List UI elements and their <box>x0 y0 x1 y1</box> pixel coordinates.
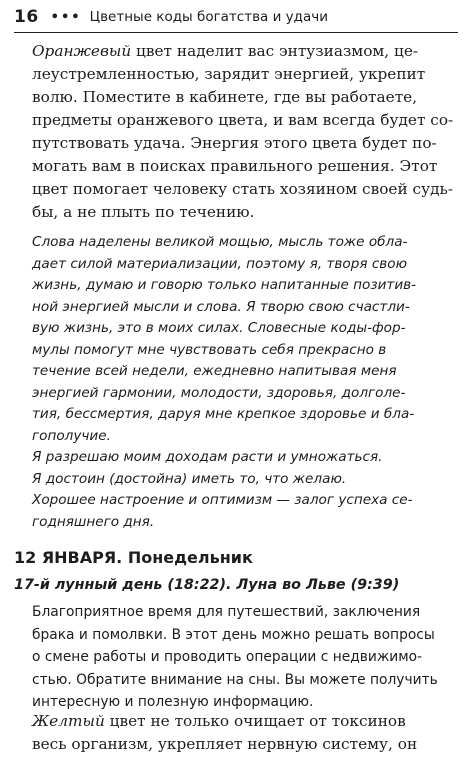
text-line: весь организм, укрепляет нервную систему, он <box>32 735 418 753</box>
affirmation-line: Хорошее настроение и оптимизм — залог успеха се- <box>32 492 413 508</box>
text-line: цвет помогает человеку стать хозяином своей судь- <box>32 180 454 198</box>
lunar-day-line: 17-й лунный день (18:22). Луна во Льве (9:39) <box>14 577 400 593</box>
paragraph-orange <box>32 40 456 224</box>
color-term: Оранжевый <box>32 42 132 60</box>
affirmation-block <box>32 232 456 533</box>
forecast-line: стью. Обратите внимание на сны. Вы можете получить <box>32 671 438 688</box>
text-line: могать вам в поисках правильного решения. Этот <box>32 157 438 175</box>
affirmation-line: энергией гармонии, молодости, здоровья, долголе- <box>32 384 406 401</box>
text-line: леустремленностью, зарядит энергией, укрепит <box>32 65 426 83</box>
forecast-line: о смене работы и проводить операции с недвижимо- <box>32 649 423 665</box>
affirmation-line: Я разрешаю моим доходам расти и умножаться. <box>32 449 383 465</box>
affirmation-line: Слова наделены великой мощью, мысль тоже обла- <box>32 234 408 250</box>
text-line: бы, а не плыть по течению. <box>32 203 255 221</box>
header-dots: ••• <box>50 9 82 25</box>
text-line: волю. Поместите в кабинете, где вы работаете, <box>32 88 418 106</box>
color-term: Желтый <box>32 712 105 730</box>
day-heading: 12 ЯНВАРЯ. Понедельник <box>14 548 253 567</box>
running-header <box>14 2 458 33</box>
affirmation-line: мулы помогут мне чувствовать себя прекрасно в <box>32 341 387 358</box>
text-line <box>32 710 456 733</box>
text-fragment: цвет наделит вас энтузиазмом, це- <box>131 42 419 60</box>
affirmation-line: течение всей недели, ежедневно напитывая меня <box>32 363 397 379</box>
day-forecast <box>32 601 456 714</box>
affirmation-line: гополучие. <box>32 427 111 444</box>
affirmation-line: Я достоин (достойна) иметь то, что желаю. <box>32 470 347 487</box>
text-line <box>32 40 456 63</box>
forecast-line: Благоприятное время для путешествий, заключения <box>32 604 421 620</box>
text-line: путствовать удача. Энергия этого цвета будет по- <box>32 134 437 152</box>
running-title: Цветные коды богатства и удачи <box>89 9 329 25</box>
page-number: 16 <box>14 7 39 27</box>
text-fragment: цвет не только очищает от токсинов <box>104 712 406 730</box>
affirmation-line: жизнь, думаю и говорю только напитанные позитив- <box>32 277 417 293</box>
affirmation-line: ной энергией мысли и слова. Я творю свою счастли- <box>32 298 410 315</box>
affirmation-line: вую жизнь, это в моих силах. Словесные коды-фор- <box>32 320 406 336</box>
forecast-line: интересную и полезную информацию. <box>32 694 314 710</box>
paragraph-yellow <box>32 710 456 756</box>
forecast-line: брака и помолвки. В этот день можно решать вопросы <box>32 626 435 643</box>
affirmation-line: годняшнего дня. <box>32 513 155 530</box>
text-line: предметы оранжевого цвета, и вам всегда будет со- <box>32 111 454 129</box>
affirmation-line: дает силой материализации, поэтому я, творя свою <box>32 255 408 272</box>
affirmation-line: тия, бессмертия, даруя мне крепкое здоровье и бла- <box>32 406 415 422</box>
